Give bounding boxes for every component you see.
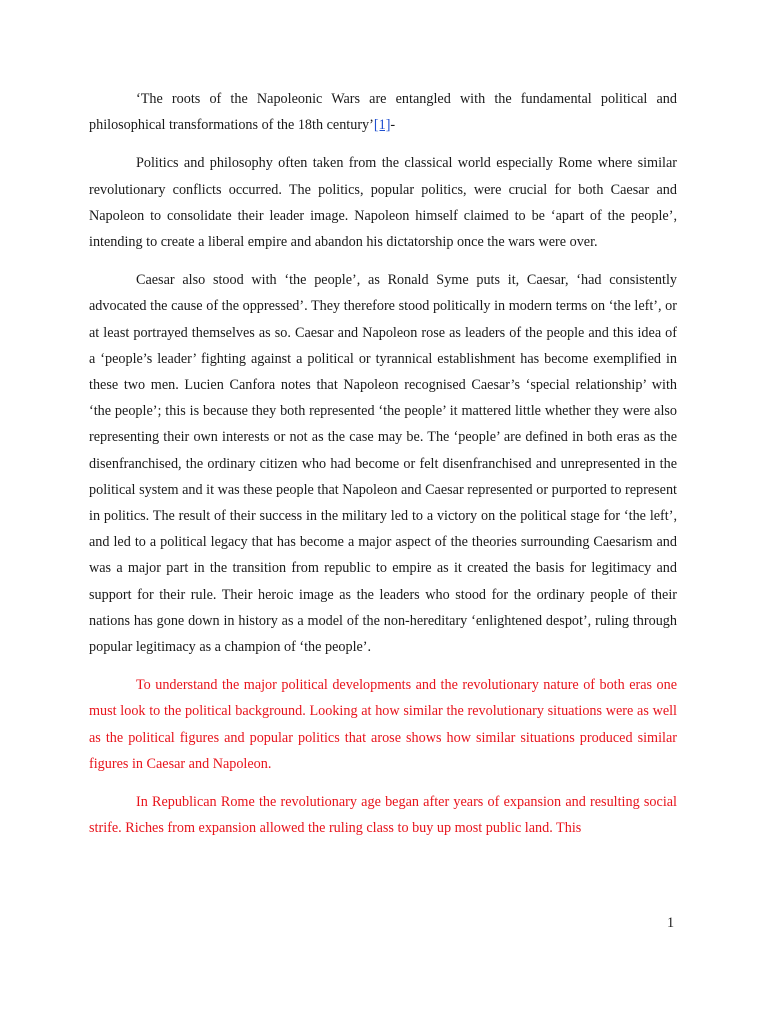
paragraph-text: ‘The roots of the Napoleonic Wars are entangled with the fundamental political and philosophical transformations of the 18th century’ [89,91,677,134]
page-number: 1 [667,915,675,931]
paragraph-2 [89,150,677,255]
paragraph-5 [89,789,677,841]
paragraph-text: Caesar also stood with ‘the people’, as Ronald Syme puts it, Caesar, ‘had consistently advocated the cause of the oppressed’. They therefore stood politically in modern terms on ‘the left’, or at least portrayed themselves as so. Caesar and Napoleon rose as leaders of the people and this idea of a ‘people’s leader’ fighting against a political or tyrannical establishment has become exemplified in these two men. Lucien Canfora notes that Napoleon recognised Caesar’s ‘special relationship’ with ‘the people’; this is because they both represented ‘the people’ it mattered little whether they were also representing their own interests or not as the case may be. The ‘people’ are defined in both eras as the disenfranchised, the ordinary citizen who had become or felt disenfranchised and unrepresented in the political system and it was these people that Napoleon and Caesar represented or purported to represent in politics. The result of their success in the military led to a victory on the political stage for ‘the left’, and led to a political legacy that has become a major aspect of the theories surrounding Caesarism and was a major part in the transition from republic to empire as it created the basis for legitimacy and support for their rule. Their heroic image as the leaders who stood for the ordinary people of their nations has gone down in history as a model of the non-hereditary ‘enlightened despot’, ruling through popular legitimacy as a champion of ‘the people’. [89,272,677,656]
paragraph-text: Politics and philosophy often taken from the classical world especially Rome where similar revolutionary conflicts occurred. The politics, popular politics, were crucial for both Caesar and Napoleon to consolidate their leader image. Napoleon himself claimed to be ‘apart of the people’, intending to create a liberal empire and abandon his dictatorship once the wars were over. [89,155,677,251]
paragraph-text: In Republican Rome the revolutionary age began after years of expansion and resulting social strife. Riches from expansion allowed the ruling class to buy up most public land. This [89,794,677,837]
document-body [89,86,677,853]
paragraph-text: To understand the major political developments and the revolutionary nature of both eras one must look to the political background. Looking at how similar the revolutionary situations were as well as the political figures and popular politics that arose shows how similar situations produced similar figures in Caesar and Napoleon. [89,677,677,772]
paragraph-3 [89,267,677,660]
footnote-link[interactable]: [1] [373,117,391,134]
paragraph-1 [89,86,677,138]
paragraph-text: - [390,117,396,134]
paragraph-4 [89,672,677,777]
